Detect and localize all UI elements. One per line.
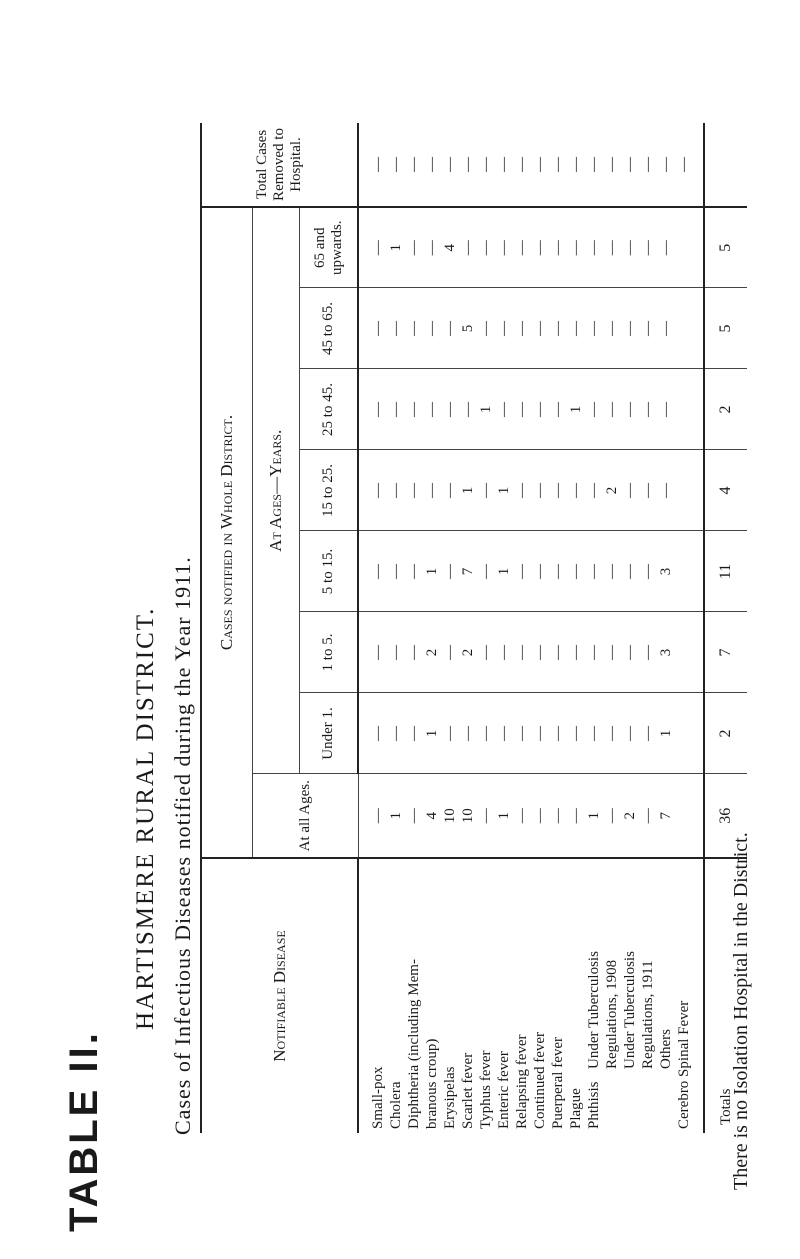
cell-15-to-25: — [369, 450, 387, 531]
header-15-to-25: 15 to 25. [300, 450, 359, 531]
table-row [549, 123, 567, 1133]
cell-removed: — [442, 156, 458, 172]
cell-under-1: — [531, 693, 549, 774]
disease-name-text: Under Tuberculosis [586, 951, 602, 1069]
cell-5-to-15: 1 [495, 531, 513, 612]
table-row [441, 123, 459, 1133]
table-body [358, 123, 704, 1133]
cell-under-1: — [585, 693, 603, 774]
cell-under-1: — [603, 693, 621, 774]
cell-65-up: — [477, 207, 495, 288]
cell-65-up: — [531, 207, 549, 288]
cell-5-to-15 [675, 531, 693, 612]
cell-25-to-45: 1 [477, 369, 495, 450]
cell-5-to-15: — [477, 531, 495, 612]
cell-all-ages [675, 774, 693, 858]
cell-removed: — [658, 156, 674, 172]
cell-45-to-65: — [477, 288, 495, 369]
page-subtitle: Cases of Infectious Diseases notified during the Year 1911. [170, 556, 195, 1135]
cell-65-up [675, 207, 693, 288]
cell-65-up: 4 [441, 207, 459, 288]
rotated-table [200, 123, 734, 1133]
cell-15-to-25: — [423, 450, 441, 531]
disease-name-text: Regulations, 1911 [640, 960, 656, 1069]
cell-all-ages: — [568, 808, 584, 824]
cell-15-to-25: — [387, 450, 405, 531]
cell-all-ages: 2 [622, 812, 638, 820]
cell-25-to-45: — [459, 369, 477, 450]
header-ages-group: At Ages—Years. [253, 207, 300, 774]
table-row [657, 123, 675, 1133]
cell-65-up: — [459, 207, 477, 288]
cell-under-1: — [405, 693, 423, 774]
cell-65-up: — [657, 207, 675, 288]
cell-under-1 [675, 693, 693, 774]
table-row [675, 123, 693, 1133]
cell-5-to-15: — [549, 531, 567, 612]
cell-all-ages: 10 [460, 808, 476, 824]
disease-name-text: Under Tuberculosis [622, 951, 638, 1069]
cell-1-to-5: — [621, 612, 639, 693]
cell-65-up: 1 [387, 207, 405, 288]
cell-1-to-5: — [477, 612, 495, 693]
cell-removed: — [550, 156, 566, 172]
header-5-to-15: 5 to 15. [300, 531, 359, 612]
cell-5-to-15: — [639, 531, 657, 612]
totals-15-to-25: 4 [704, 450, 747, 531]
disease-name: Plague [567, 858, 585, 1133]
table-row [621, 123, 639, 1133]
table-label: TABLE II. [62, 1030, 106, 1232]
totals-5-to-15: 11 [704, 531, 747, 612]
totals-under-1: 2 [704, 693, 747, 774]
totals-1-to-5: 7 [704, 612, 747, 693]
cell-under-1: — [495, 693, 513, 774]
cell-5-to-15: — [513, 531, 531, 612]
header-removed: Total Cases Removed to Hospital. [201, 123, 358, 207]
cell-65-up: — [567, 207, 585, 288]
cell-1-to-5: — [441, 612, 459, 693]
disease-name: Typhus fever [477, 858, 495, 1133]
cell-65-up: — [495, 207, 513, 288]
table-row [513, 123, 531, 1133]
cell-25-to-45: — [621, 369, 639, 450]
table-row [585, 123, 603, 1133]
cell-under-1: — [387, 693, 405, 774]
cell-5-to-15: — [441, 531, 459, 612]
cell-45-to-65: — [657, 288, 675, 369]
cell-under-1: — [369, 693, 387, 774]
cell-removed: — [622, 156, 638, 172]
cell-15-to-25: — [441, 450, 459, 531]
disease-name-text: Others [658, 1029, 674, 1069]
cell-45-to-65: — [423, 288, 441, 369]
cell-all-ages: 1 [586, 812, 602, 820]
cell-25-to-45: — [405, 369, 423, 450]
table-row [495, 123, 513, 1133]
cell-15-to-25: — [549, 450, 567, 531]
header-65-up: 65 and upwards. [300, 207, 359, 288]
disease-name: Cerebro Spinal Fever [675, 858, 693, 1133]
cell-25-to-45: — [423, 369, 441, 450]
cell-removed: — [460, 156, 476, 172]
cell-5-to-15: — [585, 531, 603, 612]
cell-45-to-65: — [621, 288, 639, 369]
cell-15-to-25: — [513, 450, 531, 531]
cell-removed: — [640, 156, 656, 172]
table-row [639, 123, 657, 1133]
cell-all-ages: 1 [496, 812, 512, 820]
cell-all-ages: — [478, 808, 494, 824]
cell-25-to-45 [675, 369, 693, 450]
cell-65-up: — [405, 207, 423, 288]
cell-removed: — [478, 156, 494, 172]
table-row [459, 123, 477, 1133]
cell-all-ages: — [532, 808, 548, 824]
phthisis-label: Phthisis [586, 1081, 602, 1129]
cell-under-1: 1 [423, 693, 441, 774]
cell-1-to-5: — [405, 612, 423, 693]
cell-all-ages: 7 [658, 812, 674, 820]
table-row [567, 123, 585, 1133]
cell-removed: — [406, 156, 422, 172]
cell-25-to-45: — [531, 369, 549, 450]
header-disease: Notifiable Disease [201, 858, 358, 1133]
header-under-1: Under 1. [300, 693, 359, 774]
cell-under-1: — [567, 693, 585, 774]
cell-under-1: 1 [657, 693, 675, 774]
cell-removed: — [532, 156, 548, 172]
footnote: There is no Isolation Hospital in the District. [730, 832, 752, 1190]
cell-all-ages: 10 [442, 808, 458, 824]
cell-45-to-65: — [387, 288, 405, 369]
disease-name: Diphtheria (including Mem- [405, 858, 423, 1133]
disease-name: Scarlet fever [459, 858, 477, 1133]
totals-all: 36 [704, 774, 747, 858]
cell-1-to-5: — [495, 612, 513, 693]
cell-45-to-65: — [585, 288, 603, 369]
cell-5-to-15: 1 [423, 531, 441, 612]
cell-45-to-65: — [369, 288, 387, 369]
cell-5-to-15: — [531, 531, 549, 612]
cell-1-to-5: 2 [423, 612, 441, 693]
cell-5-to-15: — [567, 531, 585, 612]
cell-15-to-25 [675, 450, 693, 531]
cell-1-to-5: — [567, 612, 585, 693]
disease-name: Cholera [387, 858, 405, 1133]
cell-65-up: — [603, 207, 621, 288]
cell-45-to-65: — [441, 288, 459, 369]
totals-45-to-65: 5 [704, 288, 747, 369]
cell-25-to-45: — [441, 369, 459, 450]
cell-25-to-45: — [387, 369, 405, 450]
cell-25-to-45: 1 [567, 369, 585, 450]
cell-15-to-25: — [531, 450, 549, 531]
notifications-table [200, 123, 747, 1133]
cell-25-to-45: — [657, 369, 675, 450]
cell-15-to-25: — [585, 450, 603, 531]
cell-65-up: — [423, 207, 441, 288]
cell-removed: — [370, 156, 386, 172]
cell-under-1: — [513, 693, 531, 774]
header-25-to-45: 25 to 45. [300, 369, 359, 450]
cell-15-to-25: 1 [459, 450, 477, 531]
cell-all-ages: — [640, 808, 656, 824]
cell-15-to-25: — [639, 450, 657, 531]
cell-under-1: — [459, 693, 477, 774]
totals-label: Totals [704, 858, 747, 1133]
header-all-ages: At all Ages. [253, 774, 359, 858]
cell-5-to-15: 3 [657, 531, 675, 612]
cell-15-to-25: — [567, 450, 585, 531]
cell-under-1: — [549, 693, 567, 774]
cell-65-up: — [585, 207, 603, 288]
disease-name [639, 858, 657, 1133]
cell-25-to-45: — [369, 369, 387, 450]
cell-15-to-25: — [477, 450, 495, 531]
disease-name [585, 858, 603, 1133]
cell-15-to-25: — [657, 450, 675, 531]
cell-all-ages: 4 [424, 812, 440, 820]
cell-25-to-45: — [549, 369, 567, 450]
disease-name: Enteric fever [495, 858, 513, 1133]
cell-5-to-15: — [369, 531, 387, 612]
cell-1-to-5: — [603, 612, 621, 693]
disease-name: Puerperal fever [549, 858, 567, 1133]
cell-all-ages: — [514, 808, 530, 824]
cell-65-up: — [513, 207, 531, 288]
cell-45-to-65: — [639, 288, 657, 369]
header-cases-group: Cases notified in Whole District. [201, 207, 253, 858]
disease-name: Continued fever [531, 858, 549, 1133]
cell-45-to-65: — [495, 288, 513, 369]
cell-15-to-25: — [405, 450, 423, 531]
disease-name: branous croup) [423, 858, 441, 1133]
header-45-to-65: 45 to 65. [300, 288, 359, 369]
table-row [423, 123, 441, 1133]
header-1-to-5: 1 to 5. [300, 612, 359, 693]
cell-removed: — [586, 156, 602, 172]
cell-under-1: — [477, 693, 495, 774]
cell-65-up: — [639, 207, 657, 288]
cell-25-to-45: — [513, 369, 531, 450]
cell-5-to-15: 7 [459, 531, 477, 612]
cell-45-to-65: — [531, 288, 549, 369]
totals-removed [704, 123, 747, 207]
cell-removed: — [568, 156, 584, 172]
cell-under-1: — [621, 693, 639, 774]
cell-removed: — [676, 156, 692, 172]
cell-45-to-65: 5 [459, 288, 477, 369]
cell-under-1: — [441, 693, 459, 774]
cell-1-to-5: — [585, 612, 603, 693]
cell-all-ages: — [370, 808, 386, 824]
totals-25-to-45: 2 [704, 369, 747, 450]
cell-15-to-25: 2 [603, 450, 621, 531]
cell-45-to-65: — [513, 288, 531, 369]
disease-name: Small-pox [369, 858, 387, 1133]
disease-name-text: Regulations, 1908 [604, 959, 620, 1069]
cell-25-to-45: — [585, 369, 603, 450]
table-row [405, 123, 423, 1133]
cell-removed: — [388, 156, 404, 172]
cell-removed: — [604, 156, 620, 172]
cell-45-to-65: — [567, 288, 585, 369]
table-row [387, 123, 405, 1133]
page-title: HARTISMERE RURAL DISTRICT. [132, 606, 159, 1030]
cell-25-to-45: — [639, 369, 657, 450]
cell-removed: — [424, 156, 440, 172]
cell-removed: — [496, 156, 512, 172]
cell-15-to-25: — [621, 450, 639, 531]
cell-removed: — [514, 156, 530, 172]
table-row [477, 123, 495, 1133]
cell-5-to-15: — [405, 531, 423, 612]
cell-45-to-65: — [405, 288, 423, 369]
cell-under-1: — [639, 693, 657, 774]
cell-5-to-15: — [603, 531, 621, 612]
table-row [531, 123, 549, 1133]
disease-name: Relapsing fever [513, 858, 531, 1133]
cell-1-to-5: 3 [657, 612, 675, 693]
cell-5-to-15: — [387, 531, 405, 612]
cell-all-ages: — [406, 808, 422, 824]
cell-45-to-65: — [549, 288, 567, 369]
cell-45-to-65 [675, 288, 693, 369]
cell-1-to-5: — [531, 612, 549, 693]
disease-name [603, 858, 621, 1133]
cell-all-ages: 1 [388, 812, 404, 820]
table-row [369, 123, 387, 1133]
cell-45-to-65: — [603, 288, 621, 369]
cell-5-to-15: — [621, 531, 639, 612]
cell-1-to-5: — [549, 612, 567, 693]
cell-65-up: — [621, 207, 639, 288]
cell-all-ages: — [550, 808, 566, 824]
cell-all-ages: — [604, 808, 620, 824]
table-container [200, 0, 734, 1259]
cell-1-to-5: — [639, 612, 657, 693]
cell-1-to-5: — [387, 612, 405, 693]
cell-1-to-5: — [513, 612, 531, 693]
cell-25-to-45: — [495, 369, 513, 450]
cell-1-to-5: — [369, 612, 387, 693]
cell-25-to-45: — [603, 369, 621, 450]
cell-65-up: — [549, 207, 567, 288]
disease-name: Erysipelas [441, 858, 459, 1133]
cell-65-up: — [369, 207, 387, 288]
disease-name [621, 858, 639, 1133]
cell-1-to-5: 2 [459, 612, 477, 693]
disease-name [657, 858, 675, 1133]
table-row [603, 123, 621, 1133]
totals-65-up: 5 [704, 207, 747, 288]
cell-15-to-25: 1 [495, 450, 513, 531]
cell-1-to-5 [675, 612, 693, 693]
